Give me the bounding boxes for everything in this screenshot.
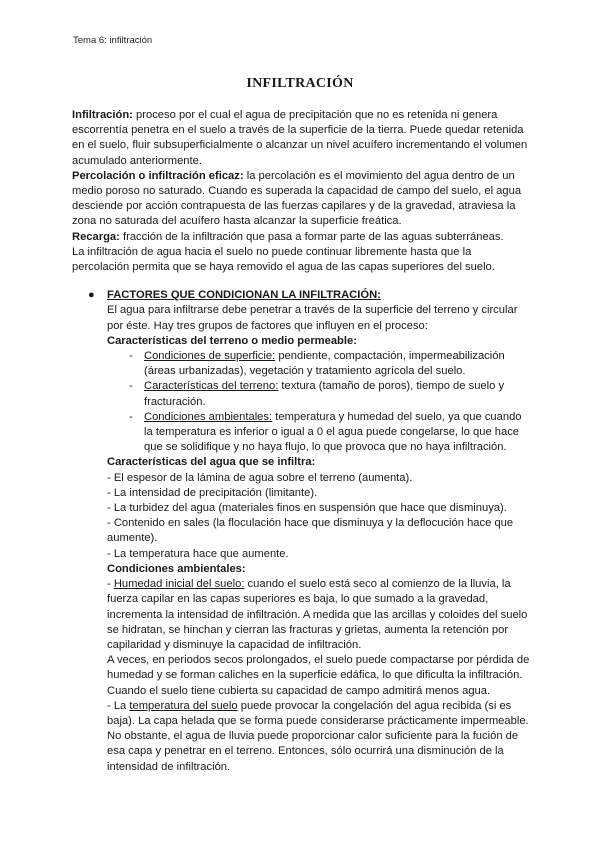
infiltration-note: La infiltración de agua hacia el suelo no puede continuar libremente hasta que la percolación permita que se haya removido el agua de las capas superiores del suelo. bbox=[72, 245, 495, 274]
definition-text: proceso por el cual el agua de precipitación que no es retenida ni genera escorrentía penetra en el suelo a través de la superficie de la tierra. Puede quedar retenida en el suelo, fluir subsuperficialmente o alcanzar un nivel acuífero incrementando el volumen acumulado anteriormente. bbox=[72, 109, 528, 167]
dash-marker: - bbox=[129, 410, 133, 423]
section-heading: FACTORES QUE CONDICIONAN LA INFILTRACIÓN: bbox=[107, 289, 381, 302]
list-item bbox=[107, 349, 530, 379]
definition-term: Percolación o infiltración eficaz: bbox=[72, 169, 244, 182]
env-heading: Condiciones ambientales: bbox=[107, 562, 246, 575]
water-item: - La intensidad de precipitación (limitante). bbox=[107, 486, 318, 499]
item-label: Condiciones ambientales: bbox=[144, 410, 273, 423]
page-title: INFILTRACIÓN bbox=[246, 76, 354, 91]
item-text: textura (tamaño de poros), tiempo de suelo y fracturación. bbox=[144, 380, 505, 408]
item-label: Condiciones de superficie: bbox=[144, 350, 276, 363]
list-item bbox=[107, 379, 530, 409]
list-item bbox=[107, 410, 530, 456]
terrain-list bbox=[107, 349, 530, 455]
item-label: Características del terreno: bbox=[144, 380, 279, 393]
dash-marker: - bbox=[129, 380, 133, 393]
humidity-label: Humedad inicial del suelo: bbox=[113, 578, 245, 591]
water-item: - La temperatura hace que aumente. bbox=[107, 547, 289, 560]
humidity-paragraph: - Humedad inicial del suelo: cuando el suelo está seco al comienzo de la lluvia, la fuerza capilar en las capas superiores es baja, lo que sumado a la gravedad, incrementa la intensidad de infiltración. A medida que las arcillas y coloides del suelo se hidratan, se hinchan y cierran las fracturas y grietas, aumenta la retención por capilaridad y disminuye la capacidad de infiltración. bbox=[107, 578, 528, 651]
vegetation-paragraph: Cuando el suelo tiene cubierta su capacidad de campo admitirá menos agua. bbox=[107, 684, 491, 697]
item-text: pendiente, compactación, impermeabilización (áreas urbanizadas), vegetación y tratamiento agrícola del suelo. bbox=[144, 350, 505, 378]
bullet-icon: ● bbox=[88, 289, 95, 302]
water-item: - El espesor de la lámina de agua sobre el terreno (aumenta). bbox=[107, 471, 413, 484]
page-header: Tema 6: infiltración bbox=[73, 35, 153, 46]
water-item: - La turbidez del agua (materiales finos en suspensión que hace que disminuya). bbox=[107, 502, 507, 515]
definition-text: fracción de la infiltración que pasa a formar parte de las aguas subterráneas. bbox=[119, 230, 504, 243]
definition-percolacion bbox=[72, 169, 530, 230]
dash-marker: - bbox=[129, 350, 133, 363]
water-item: - Contenido en sales (la floculación hace que disminuya y la deflocución hace que aumente). bbox=[107, 517, 514, 545]
water-heading: Características del agua que se infiltra: bbox=[107, 456, 316, 469]
definition-recarga bbox=[72, 230, 530, 245]
document-body bbox=[72, 108, 530, 775]
item-text: temperatura y humedad del suelo, ya que cuando la temperatura es inferior o igual a 0 el agua puede congelarse, lo que hace que se solidifique y no haya flujo, lo que provoca que no haya infiltración. bbox=[144, 410, 522, 454]
section-intro: El agua para infiltrarse debe penetrar a través de la superficie del terreno y circular por éste. Hay tres grupos de factores que influyen en el proceso: bbox=[107, 304, 518, 332]
definition-text: la percolación es el movimiento del agua dentro de un medio poroso no saturado. Cuando es superada la capacidad de campo del suelo, el agua desciende por acción contrapuesta de las fuerzas capilares y de la gravedad, atraviesa la zona no saturada del acuífero hasta alcanzar la superficie freática. bbox=[72, 169, 522, 228]
definition-term: Infiltración: bbox=[72, 109, 133, 121]
definition-infiltracion bbox=[72, 108, 530, 169]
factors-section bbox=[72, 288, 530, 775]
temperature-label: temperatura del suelo bbox=[129, 699, 238, 712]
terrain-heading: Características del terreno o medio permeable: bbox=[107, 334, 357, 347]
dry-periods-paragraph: A veces, en periodos secos prolongados, el suelo puede compactarse por pérdida de humedad y se forman caliches en la superficie edáfica, lo que dificulta la infiltración. bbox=[107, 654, 530, 682]
definition-term: Recarga: bbox=[72, 230, 120, 243]
temperature-paragraph: - La temperatura del suelo puede provocar la congelación del agua recibida (si es baja). La capa helada que se forma puede considerarse prácticamente impermeable. No obstante, el agua de lluvia puede proporcionar calor suficiente para la fución de esa capa y penetrar en el terreno. Entonces, sólo ocurrirá una disminución de la intensidad de infiltración. bbox=[107, 699, 529, 773]
